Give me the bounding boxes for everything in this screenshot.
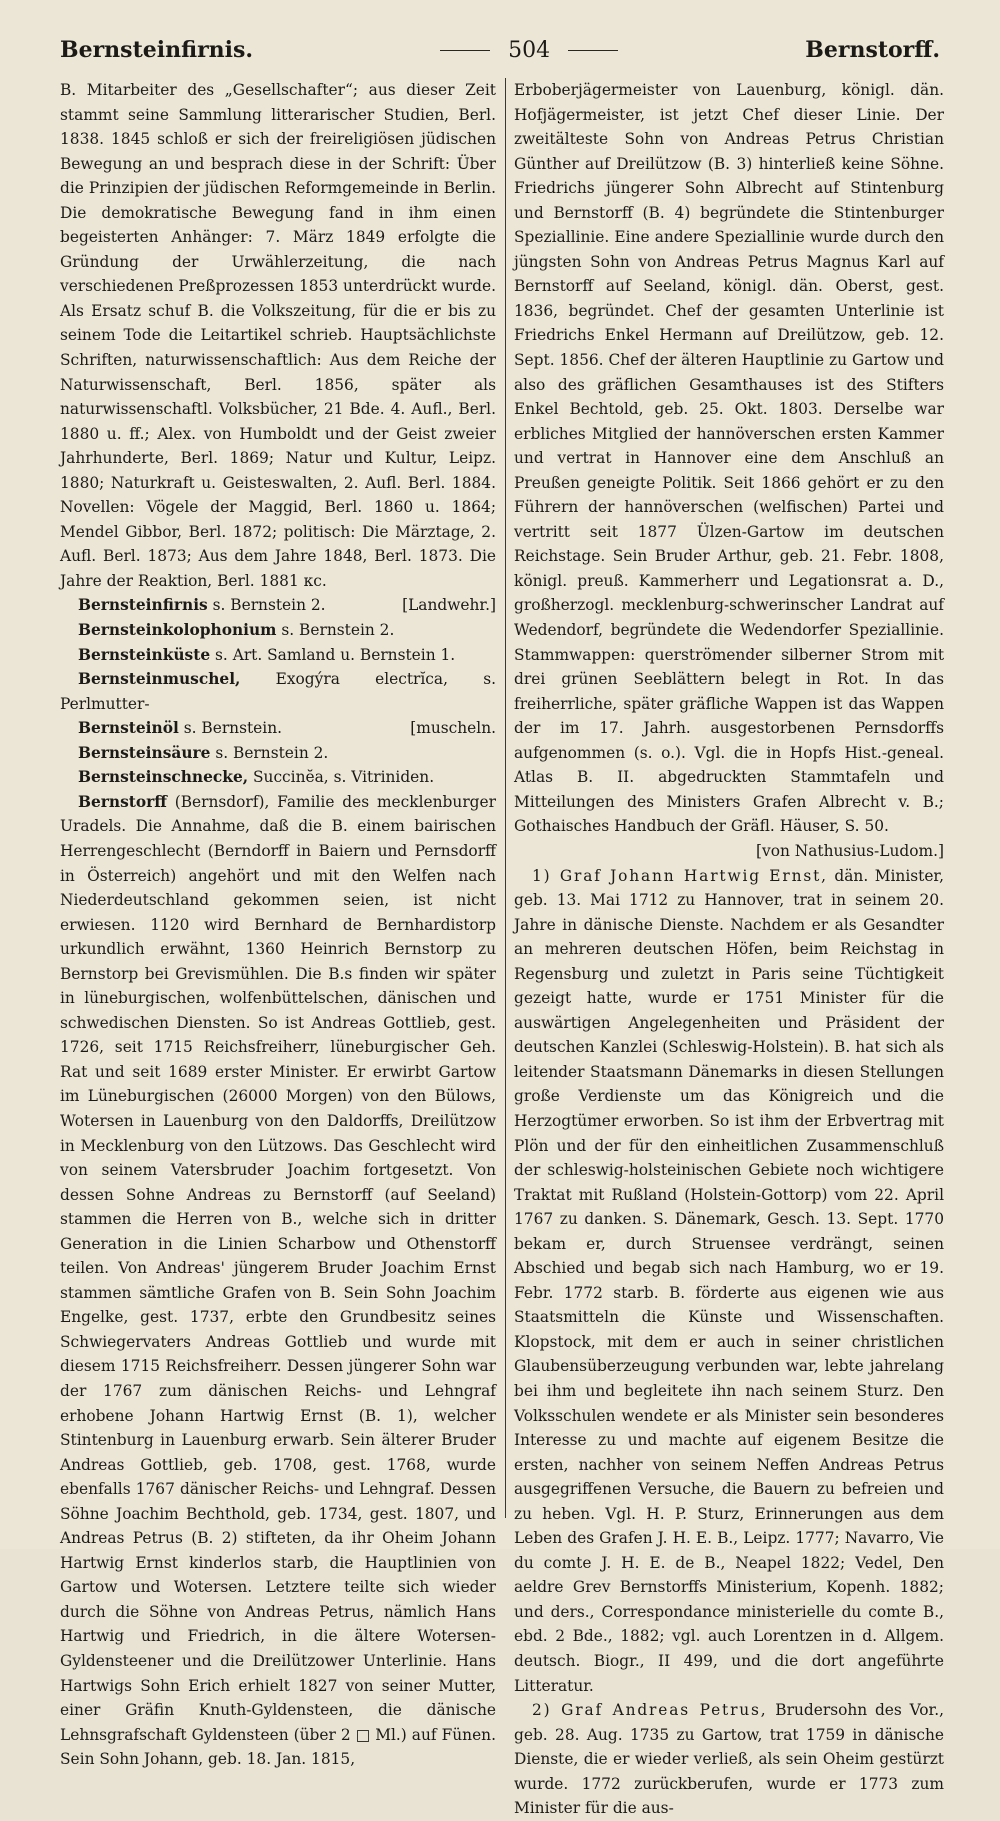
entry-subheading: 1) Graf Johann Hartwig Ernst, [532, 866, 828, 885]
entry-bernsteinmuschel [60, 667, 496, 716]
entry-keyword: Bernsteinschnecke, [78, 768, 249, 787]
entry-johann-hartwig-ernst [514, 864, 944, 1699]
entry-text: dän. Minister, geb. 13. Mai 1712 zu Hannover, trat in seinem 20. Jahre in dänische Dienste. Nachdem er als Gesandter an mehreren deutschen Höfen, beim Reichstag in Regensburg und zuletzt in Paris seine Tüchtigkeit gezeigt hatte, wurde er 1751 Minister für die auswärtigen Angelegenheiten und Präsident der deutschen Kanzlei (Schleswig-Holstein). B. hat sich als leitender Staatsmann Dänemarks in diesen Stellungen große Verdienste um das Königreich und die Herzogtümer erworben. So ist ihm der Erbvertrag mit Plön und der für den einheitlichen Zusammenschluß der schleswig-holsteinischen Gebiete noch wichtigere Traktat mit Rußland (Holstein-Gottorp) vom 22. April 1767 zu danken. S. Dänemark, Gesch. 13. Sept. 1770 bekam er, durch Struensee verdrängt, seinen Abschied und begab sich nach Hamburg, wo er 19. Febr. 1772 starb. B. förderte aus eigenen wie aus Staatsmitteln die Künste und Wissenschaften. Klopstock, mit dem er auch in seiner christlichen Glaubensüberzeugung verbunden war, lebte jahrelang bei ihm und begleitete ihn nach seinem Sturz. Den Volksschulen wendete er als Minister sein besonderes Interesse zu und machte auf eigenem Besitze die ersten, nachher von seinem Neffen Andreas Petrus ausgegriffenen Versuche, die Bauern zu befreien und zu heben. Vgl. H. P. Sturz, Erinnerungen aus dem Leben des Grafen J. H. E. B., Leipz. 1777; Navarro, Vie du comte J. H. E. de B., Neapel 1822; Vedel, Den aeldre Grev Bernstorffs Ministerium, Kopenh. 1882; und ders., Correspondance ministerielle du comte B., ebd. 2 Bde., 1882; vgl. auch Lorentzen in d. Allgem. deutsch. Biogr., II 499, und die dort angeführte Litteratur. [514, 866, 944, 1695]
continued-paragraph: B. Mitarbeiter des „Gesellschafter“; aus dieser Zeit stammt seine Sammlung litterarischer Studien, Berl. 1838. 1845 schloß er sich der freireligiösen jüdischen Bewegung an und besprach diese in der Schrift: Über die Prinzipien der jüdischen Reformgemeinde in Berlin. Die demokratische Bewegung fand in ihm einen begeisterten Anhänger: 7. März 1849 erfolgte die Gründung der Urwählerzeitung, die nach verschiedenen Preßprozessen 1853 unterdrückt wurde. Als Ersatz schuf B. die Volkszeitung, für die er bis zu seinem Tode die Leitartikel schrieb. Hauptsächlichste Schriften, naturwissenschaftlich: Aus dem Reiche der Naturwissenschaft, Berl. 1856, später als naturwissenschaftl. Volksbücher, 21 Bde. 4. Aufl., Berl. 1880 u. ff.; Alex. von Humboldt und der Geist zweier Jahrhunderte, Berl. 1869; Natur und Kultur, Leipz. 1880; Naturkraft u. Geisteswalten, 2. Aufl. Berl. 1884. Novellen: Vögele der Maggid, Berl. 1860 u. 1864; Mendel Gibbor, Berl. 1872; politisch: Die Märztage, 2. Aufl. Berl. 1873; Aus dem Jahre 1848, Berl. 1873. Die Jahre der Reaktion, Berl. 1881 κc. [60, 81, 496, 590]
header-rule-left [440, 50, 490, 51]
entry-text: s. Bernstein 2. [276, 621, 395, 640]
text-columns [60, 78, 944, 1818]
entry-text: (Bernsdorf), Familie des mecklenburger Uradels. Die Annahme, daß die B. einem bairischen Herrengeschlecht (Berndorff in Baiern und Pernsdorff in Österreich) angehört und mit den Welfen nach Niederdeutschland gekommen seien, ist nicht erwiesen. 1120 wird Bernhard de Bernhardistorp urkundlich erwähnt, 1360 Heinrich Bernstorp zu Bernstorp bei Grevismühlen. Die B.s finden wir später in lüneburgischen, wolfenbüttelschen, dänischen und schwedischen Diensten. So ist Andreas Gottlieb, gest. 1726, seit 1715 Reichsfreiherr, lüneburgischer Geh. Rat und seit 1689 erster Minister. Er erwirbt Gartow im Lüneburgischen (26000 Morgen) von den Bülows, Wotersen in Lauenburg von den Daldorffs, Dreilützow in Mecklenburg von den Lützows. Das Geschlecht wird von seinem Vatersbruder Joachim fortgesetzt. Von dessen Sohne Andreas zu Bernstorff (auf Seeland) stammen die Herren von B., welche sich in dritter Generation in die Linien Scharbow und Othenstorff teilen. Von Andreas' jüngerem Bruder Joachim Ernst stammen sämtliche Grafen von B. Sein Sohn Joachim Engelke, gest. 1737, erbte den Grundbesitz seines Schwiegervaters Andreas Gottlieb und wurde mit diesem 1715 Reichsfreiherr. Dessen jüngerer Sohn war der 1767 zum dänischen Reichs- und Lehngraf erhobene Johann Hartwig Ernst (B. 1), welcher Stintenburg in Lauenburg erwarb. Sein älterer Bruder Andreas Gottlieb, geb. 1708, gest. 1768, wurde ebenfalls 1767 dänischer Reichs- und Lehngraf. Dessen Söhne Joachim Bechthold, geb. 1734, gest. 1807, und Andreas Petrus (B. 2) stifteten, da ihr Oheim Johann Hartwig Ernst kinderlos starb, die Hauptlinien von Gartow und Wotersen. Letztere teilte sich wieder durch die Söhne von Andreas Petrus, nämlich Hans Hartwig und Friedrich, in die ältere Wotersen-Gyldensteener und die Dreilützower Unterlinie. Hans Hartwigs Sohn Erich erhielt 1827 von seiner Mutter, einer Gräfin Knuth-Gyldensteen, die dänische Lehnsgrafschaft Gyldensteen (über 2 □ Ml.) auf Fünen. Sein Sohn Johann, geb. 18. Jan. 1815, [60, 792, 496, 1769]
line-continuation: [muscheln. [410, 719, 496, 738]
entry-keyword: Bernsteinsäure [78, 743, 211, 762]
header-left-keyword: Bernsteinfirnis. [60, 37, 254, 63]
header-rule-right [568, 50, 618, 51]
continued-paragraph: Erboberjägermeister von Lauenburg, königl. dän. Hofjägermeister, ist jetzt Chef dieser Linie. Der zweitälteste Sohn von Andreas Petrus Christian Günther auf Dreilützow (B. 3) hinterließ keine Söhne. Friedrichs jüngerer Sohn Albrecht auf Stintenburg und Bernstorff (B. 4) begründete die Stintenburger Speziallinie. Eine andere Speziallinie wurde durch den jüngsten Sohn von Andreas Petrus Magnus Karl auf Bernstorff auf Seeland, königl. dän. Oberst, gest. 1836, begründet. Chef der gesamten Unterlinie ist Friedrichs Enkel Hermann auf Dreilützow, geb. 12. Sept. 1856. Chef der älteren Hauptlinie zu Gartow und also des gräflichen Gesamthauses ist des Stifters Enkel Bechtold, geb. 25. Okt. 1803. Derselbe war erbliches Mitglied der hannöverschen ersten Kammer und vertrat in Hannover eine dem Anschluß an Preußen geneigte Politik. Seit 1866 gehört er zu den Führern der hannöverschen (welfischen) Partei und vertritt seit 1877 Ülzen-Gartow im deutschen Reichstage. Sein Bruder Arthur, geb. 21. Febr. 1808, königl. preuß. Kammerherr und Legationsrat a. D., großherzogl. mecklenburg-schwerinscher Landrat auf Wedendorf, begründete die Wedendorfer Speziallinie. Stammwappen: querströmender silberner Strom mit drei grünen Seeblättern belegt in Rot. In das freiherrliche, später gräfliche Wappen ist das Wappen der im 17. Jahrh. ausgestorbenen Pernsdorffs aufgenommen (s. o.). Vgl. die in Hopfs Hist.-geneal. Atlas B. II. abgedruckten Stammtafeln und Mitteilungen des Ministers Grafen Albrecht v. B.; Gothaisches Handbuch der Gräfl. Häuser, S. 50. [514, 81, 944, 836]
entry-text: s. Art. Samland u. Bernstein 1. [210, 645, 456, 664]
page-header [60, 30, 940, 70]
entry-keyword: Bernsteinfirnis [78, 596, 208, 615]
entry-bernsteinkolophonium [60, 618, 496, 643]
entry-keyword: Bernsteinöl [78, 719, 179, 738]
entry-andreas-petrus [514, 1698, 944, 1821]
entry-bernsteinschnecke [60, 765, 496, 790]
entry-text: Exogýra electrĭca, s. Perlmutter- [60, 670, 496, 713]
entry-text: s. Bernstein 2. [207, 596, 326, 615]
entry-bernsteinfirnis [60, 593, 496, 618]
entry-text: Brudersohn des Vor., geb. 28. Aug. 1735 zu Gartow, trat 1759 in dänische Dienste, die er wieder verließ, als sein Oheim gestürzt wurde. 1772 zurückberufen, wurde er 1773 zum Minister für die aus- [514, 1701, 944, 1818]
right-column [514, 78, 944, 1818]
left-column [60, 78, 496, 1769]
author-signature: [von Nathusius-Ludom.] [756, 841, 944, 860]
entry-text: s. Bernstein. [178, 719, 283, 738]
entry-bernsteinkueste [60, 643, 496, 668]
entry-keyword: Bernstorff [78, 792, 167, 811]
entry-bernstorff [60, 790, 496, 1772]
entry-bernsteinsaeure [60, 741, 496, 766]
header-right-keyword: Bernstorff. [805, 37, 940, 63]
entry-text: s. Bernstein 2. [210, 743, 329, 762]
page-number: 504 [508, 37, 551, 63]
page-number-block [440, 38, 618, 63]
entry-keyword: Bernsteinkolophonium [78, 621, 277, 640]
entry-subheading: 2) Graf Andreas Petrus, [532, 1701, 768, 1720]
entry-bernsteinoel [60, 716, 496, 741]
entry-keyword: Bernsteinmuschel, [78, 670, 241, 689]
author-signature: [Landwehr.] [402, 596, 496, 615]
entry-keyword: Bernsteinküste [78, 645, 211, 664]
entry-text: Succinĕa, s. Vitriniden. [248, 768, 435, 787]
